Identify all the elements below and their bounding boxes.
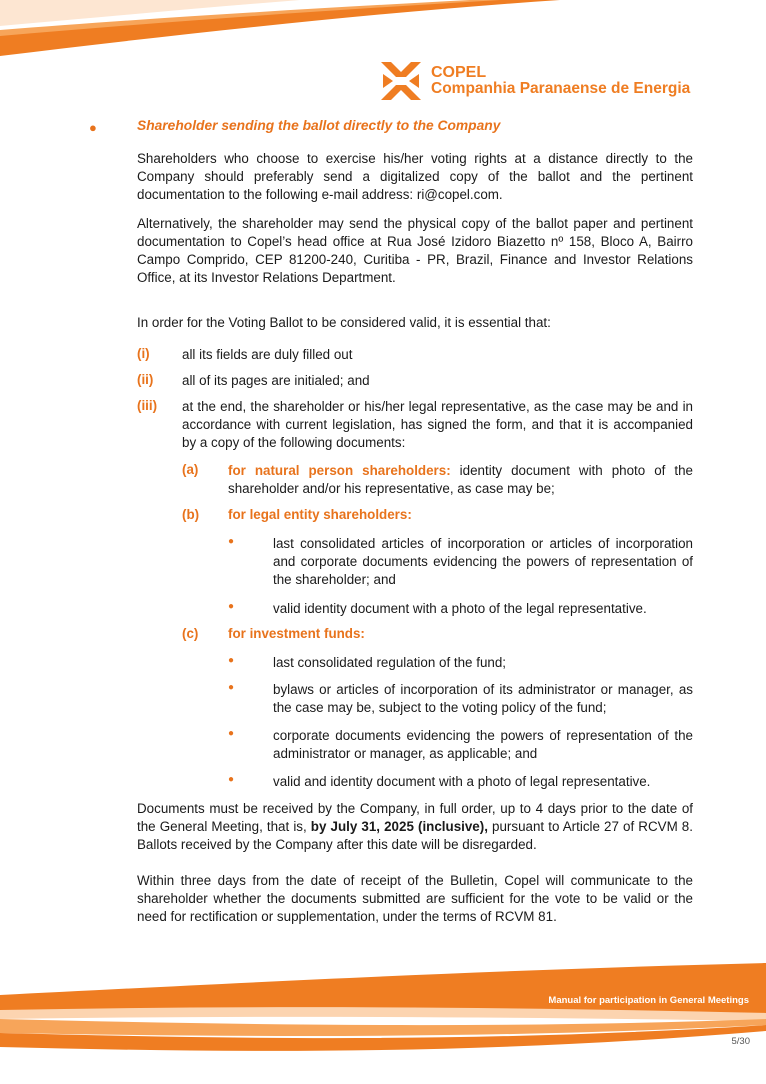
paragraph-email: Shareholders who choose to exercise his/her voting rights at a distance directly to the Company should preferably send a digitalized copy of the ballot and the pertinent documentation to the following e-mail address: ri@copel.com. — [137, 151, 693, 202]
company-logo — [379, 60, 690, 102]
sub-label-c: (c) — [182, 626, 199, 641]
logo-title: COPEL — [431, 64, 487, 81]
sub-text-a — [228, 462, 693, 498]
item-label-ii: (ii) — [137, 372, 154, 387]
item-text-iii: at the end, the shareholder or his/her legal representative, as the case may be and in accordance with current legislation, has signed the form, and that it is accompanied by a copy of the following documents: — [182, 399, 693, 450]
bullet-dot: ● — [228, 536, 235, 547]
sub-title-b: for legal entity shareholders: — [228, 507, 412, 522]
footer-swoosh — [0, 955, 766, 1084]
paragraph-validity: In order for the Voting Ballot to be considered valid, it is essential that: — [137, 315, 551, 330]
list-item: last consolidated regulation of the fund; — [273, 655, 507, 670]
sub-title-c: for investment funds: — [228, 626, 365, 641]
paragraph-physical-copy: Alternatively, the shareholder may send the physical copy of the ballot paper and pertinent documentation to Copel’s head office at Rua José Izidoro Biazetto nº 158, Bloco A, Bairro Campo Comprido, CEP 81200-240, Curitiba - PR, Brazil, Finance and Investor Relations Office, at its Investor Relations Department. — [137, 216, 693, 285]
sub-label-a: (a) — [182, 462, 199, 477]
paragraph-communication: Within three days from the date of receipt of the Bulletin, Copel will communicate to the shareholder whether the documents submitted are sufficient for the vote to be valid or the need for rectification or supplementation, under the terms of RCVM 81. — [137, 873, 693, 924]
sub-body-a: identity document with photo of the shareholder and/or his representative, as case may be; — [228, 463, 693, 496]
list-item: valid and identity document with a photo of legal representative. — [273, 774, 651, 789]
bullet-dot: ● — [228, 682, 235, 693]
paragraph-deadline — [137, 800, 693, 854]
bullet-dot: ● — [228, 655, 235, 666]
sub-title-a: for natural person shareholders: — [228, 463, 451, 478]
list-item: corporate documents evidencing the powers of representation of the administrator or manager, as applicable; and — [273, 728, 693, 761]
copel-logo-icon — [379, 60, 423, 102]
list-item: last consolidated articles of incorporation or articles of incorporation and corporate documents evidencing the powers of representation of the shareholder; and — [273, 536, 693, 587]
item-text-i: all its fields are duly filled out — [182, 347, 353, 362]
list-item: valid identity document with a photo of the legal representative. — [273, 601, 647, 616]
deadline-date: by July 31, 2025 (inclusive), — [310, 819, 488, 834]
section-heading: Shareholder sending the ballot directly to the Company — [137, 118, 501, 133]
list-item: bylaws or articles of incorporation of its administrator or manager, as the case may be, subject to the voting policy of the fund; — [273, 682, 693, 715]
deadline-text-post: pursuant to Article 27 of RCVM 8. Ballots received by the Company after this date will be disregarded. — [137, 819, 693, 852]
bullet-dot: ● — [228, 774, 235, 785]
page-number: 5/30 — [731, 1036, 750, 1047]
heading-bullet: ● — [89, 120, 97, 135]
sub-label-b: (b) — [182, 507, 200, 522]
deadline-text-pre: Documents must be received by the Company, in full order, up to 4 days prior to the date of the General Meeting, that is, — [137, 801, 693, 834]
logo-subtitle: Companhia Paranaense de Energia — [431, 80, 691, 97]
bullet-dot: ● — [228, 728, 235, 739]
header-swoosh — [0, 0, 766, 60]
item-label-i: (i) — [137, 346, 150, 361]
item-text-ii: all of its pages are initialed; and — [182, 373, 370, 388]
bullet-dot: ● — [228, 601, 235, 612]
item-label-iii: (iii) — [137, 398, 158, 413]
footer-title: Manual for participation in General Meetings — [548, 995, 749, 1006]
